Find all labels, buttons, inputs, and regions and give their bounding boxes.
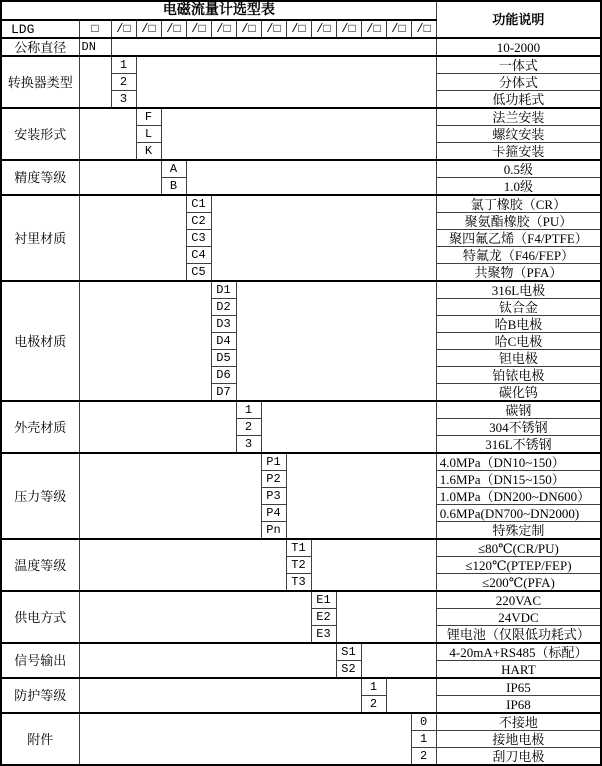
option-code: T3 [286,574,311,592]
option-description: 接地电极 [436,731,601,748]
label-converter-type: 转换器类型 [1,56,79,108]
option-description: 碳钢 [436,401,601,419]
function-column-header: 功能说明 [436,1,601,38]
model-prefix: LDG [1,20,79,38]
option-description: 刮刀电极 [436,748,601,766]
option-code: C3 [186,230,211,247]
spacer-cell [79,713,411,765]
option-description: 10-2000 [436,38,601,56]
option-description: 钛合金 [436,299,601,316]
model-slot-box: /□ [136,20,161,38]
option-description: IP65 [436,678,601,696]
option-description: 1.0MPa（DN200~DN600） [436,488,601,505]
option-code: 0 [411,713,436,731]
label-signal-output: 信号输出 [1,643,79,678]
option-code: 1 [111,56,136,74]
option-code: 1 [411,731,436,748]
option-code: D1 [211,281,236,299]
option-code: 3 [111,91,136,109]
label-power-supply: 供电方式 [1,591,79,643]
label-pressure-rating: 压力等级 [1,453,79,539]
option-code: 2 [111,74,136,91]
option-code: 2 [411,748,436,766]
label-housing-material: 外壳材质 [1,401,79,453]
option-code: D4 [211,333,236,350]
spacer-cell [286,453,436,539]
option-description: HART [436,661,601,679]
model-slot-box: /□ [161,20,186,38]
option-description: 24VDC [436,609,601,626]
option-code: S1 [336,643,361,661]
option-description: 316L电极 [436,281,601,299]
option-code: L [136,126,161,143]
spacer-cell [79,591,311,643]
model-code-box: □ [79,20,111,38]
option-description: 氯丁橡胶（CR） [436,195,601,213]
spacer-cell [79,195,186,281]
option-code: A [161,160,186,178]
spacer-cell [136,56,436,108]
spacer-cell [261,401,436,453]
option-code: 1 [361,678,386,696]
spacer-cell [79,281,211,401]
option-code: 2 [361,696,386,714]
option-code: D5 [211,350,236,367]
spacer-cell [79,160,161,195]
option-code: P4 [261,505,286,522]
option-code: 1 [236,401,261,419]
option-description: 0.5级 [436,160,601,178]
label-protection-rating: 防护等级 [1,678,79,713]
option-description: ≤120℃(PTEP/FEP) [436,557,601,574]
option-code: D2 [211,299,236,316]
dn-code: DN [79,38,111,56]
option-description: 4.0MPa（DN10~150） [436,453,601,471]
spacer-cell [361,643,436,678]
option-description: 0.6MPa(DN700~DN2000) [436,505,601,522]
option-code: E2 [311,609,336,626]
option-description: 1.0级 [436,178,601,196]
option-code: 2 [236,419,261,436]
label-accessories: 附件 [1,713,79,765]
model-slot-box: /□ [111,20,136,38]
option-description: 法兰安装 [436,108,601,126]
spacer-cell [79,401,236,453]
option-code: C1 [186,195,211,213]
option-code: K [136,143,161,161]
option-code: P3 [261,488,286,505]
option-code: D3 [211,316,236,333]
spacer-cell [111,38,436,56]
model-slot-box: /□ [286,20,311,38]
option-description: ≤80℃(CR/PU) [436,539,601,557]
spacer-cell [236,281,436,401]
option-code: D6 [211,367,236,384]
option-description: 铂铱电极 [436,367,601,384]
option-description: 特殊定制 [436,522,601,540]
option-code: P2 [261,471,286,488]
option-description: 聚氨酯橡胶（PU） [436,213,601,230]
model-slot-box: /□ [386,20,411,38]
option-code: E3 [311,626,336,644]
label-electrode-material: 电极材质 [1,281,79,401]
option-code: D7 [211,384,236,402]
option-description: 碳化钨 [436,384,601,402]
option-description: 不接地 [436,713,601,731]
page-title: 电磁流量计选型表 [1,1,436,20]
option-description: 钽电极 [436,350,601,367]
option-description: 分体式 [436,74,601,91]
option-description: 220VAC [436,591,601,609]
option-description: 一体式 [436,56,601,74]
option-description: 特氟龙（F46/FEP） [436,247,601,264]
option-description: 共聚物（PFA） [436,264,601,282]
option-code: E1 [311,591,336,609]
spacer-cell [79,539,286,591]
model-slot-box: /□ [361,20,386,38]
label-nominal-diameter: 公称直径 [1,38,79,56]
option-description: IP68 [436,696,601,714]
option-description: 316L不锈钢 [436,436,601,454]
option-code: S2 [336,661,361,679]
model-slot-box: /□ [261,20,286,38]
spacer-cell [79,56,111,108]
model-slot-box: /□ [311,20,336,38]
option-code: T1 [286,539,311,557]
spacer-cell [79,643,336,678]
spacer-cell [211,195,436,281]
option-description: 锂电池（仅限低功耗式） [436,626,601,644]
option-code: C4 [186,247,211,264]
option-description: 4-20mA+RS485（标配） [436,643,601,661]
spacer-cell [336,591,436,643]
option-description: ≤200℃(PFA) [436,574,601,592]
option-description: 螺纹安装 [436,126,601,143]
option-description: 聚四氟乙烯（F4/PTFE） [436,230,601,247]
spacer-cell [161,108,436,160]
option-description: 卡箍安装 [436,143,601,161]
spacer-cell [79,108,136,160]
option-code: P1 [261,453,286,471]
model-slot-box: /□ [411,20,436,38]
spacer-cell [311,539,436,591]
label-accuracy-class: 精度等级 [1,160,79,195]
model-slot-box: /□ [236,20,261,38]
option-code: F [136,108,161,126]
model-slot-box: /□ [186,20,211,38]
spacer-cell [79,678,361,713]
option-code: C2 [186,213,211,230]
option-description: 1.6MPa（DN15~150） [436,471,601,488]
option-description: 哈C电极 [436,333,601,350]
model-slot-box: /□ [211,20,236,38]
spacer-cell [79,453,261,539]
spacer-cell [186,160,436,195]
option-description: 低功耗式 [436,91,601,109]
label-temperature-rating: 温度等级 [1,539,79,591]
option-code: C5 [186,264,211,282]
label-installation-type: 安装形式 [1,108,79,160]
model-slot-box: /□ [336,20,361,38]
label-lining-material: 衬里材质 [1,195,79,281]
spacer-cell [386,678,436,713]
option-code: T2 [286,557,311,574]
option-description: 哈B电极 [436,316,601,333]
option-code: Pn [261,522,286,540]
option-code: B [161,178,186,196]
option-description: 304不锈钢 [436,419,601,436]
option-code: 3 [236,436,261,454]
